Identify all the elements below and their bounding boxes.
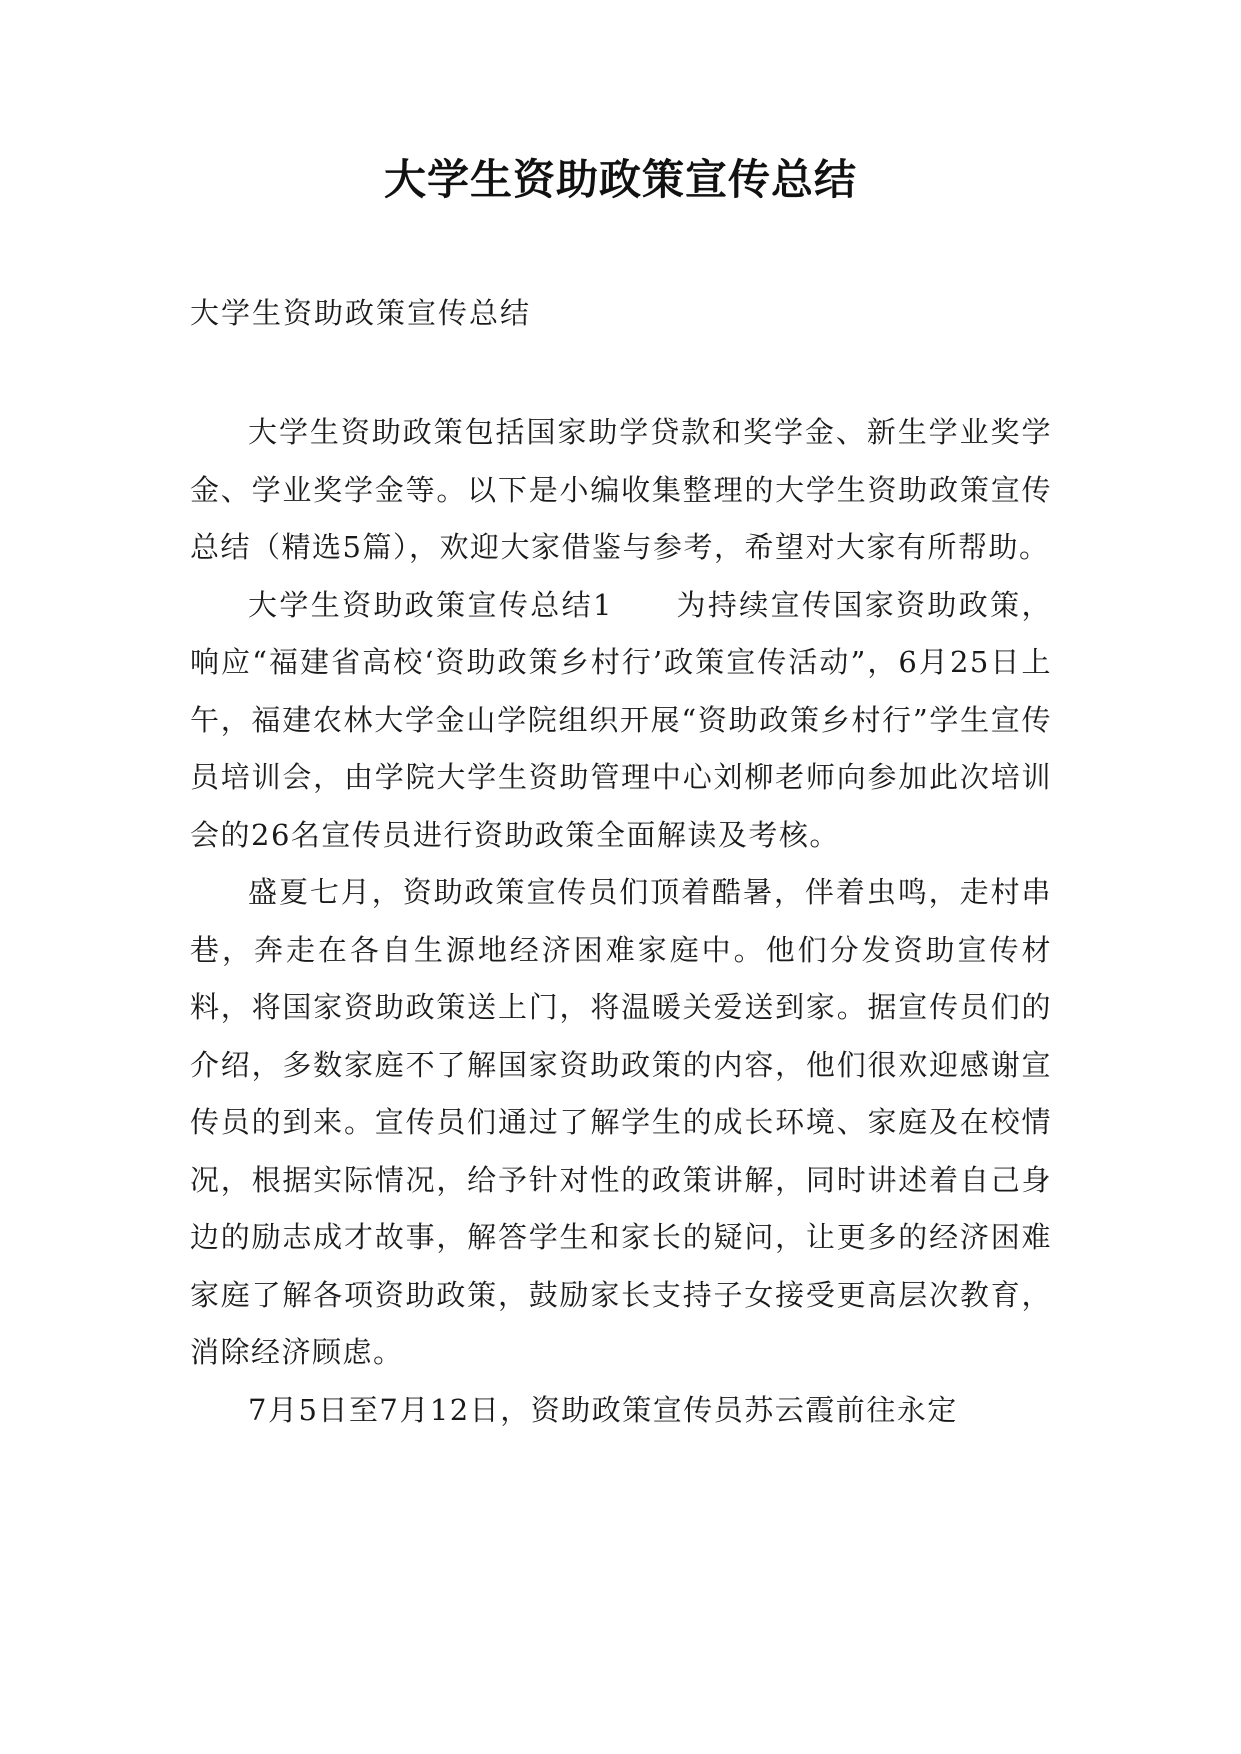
paragraph-summary-1: 大学生资助政策宣传总结1 为持续宣传国家资助政策，响应“福建省高校‘资助政策乡村行’政策宣传活动”，6月25日上午，福建农林大学金山学院组织开展“资助政策乡村行”学生宣传员培训会，由学院大学生资助管理中心刘柳老师向参加此次培训会的26名宣传员进行资助政策全面解读及考核。 (190, 587, 1052, 852)
paragraph-july-dates: 7月5日至7月12日，资助政策宣传员苏云霞前往永定 (248, 1392, 958, 1427)
document-title: 大学生资助政策宣传总结 (383, 155, 857, 204)
document-body (190, 404, 1052, 1439)
paragraph-intro: 大学生资助政策包括国家助学贷款和奖学金、新生学业奖学金、学业奖学金等。以下是小编收集整理的大学生资助政策宣传总结（精选5篇），欢迎大家借鉴与参考，希望对大家有所帮助。 (190, 415, 1052, 564)
document-subtitle: 大学生资助政策宣传总结 (190, 296, 532, 330)
paragraph-july-activities: 盛夏七月，资助政策宣传员们顶着酷暑，伴着虫鸣，走村串巷，奔走在各自生源地经济困难家庭中。他们分发资助宣传材料，将国家资助政策送上门，将温暖关爱送到家。据宣传员们的介绍，多数家庭不了解国家资助政策的内容，他们很欢迎感谢宣传员的到来。宣传员们通过了解学生的成长环境、家庭及在校情况，根据实际情况，给予针对性的政策讲解，同时讲述着自己身边的励志成才故事，解答学生和家长的疑问，让更多的经济困难家庭了解各项资助政策，鼓励家长支持子女接受更高层次教育，消除经济顾虑。 (190, 875, 1052, 1369)
